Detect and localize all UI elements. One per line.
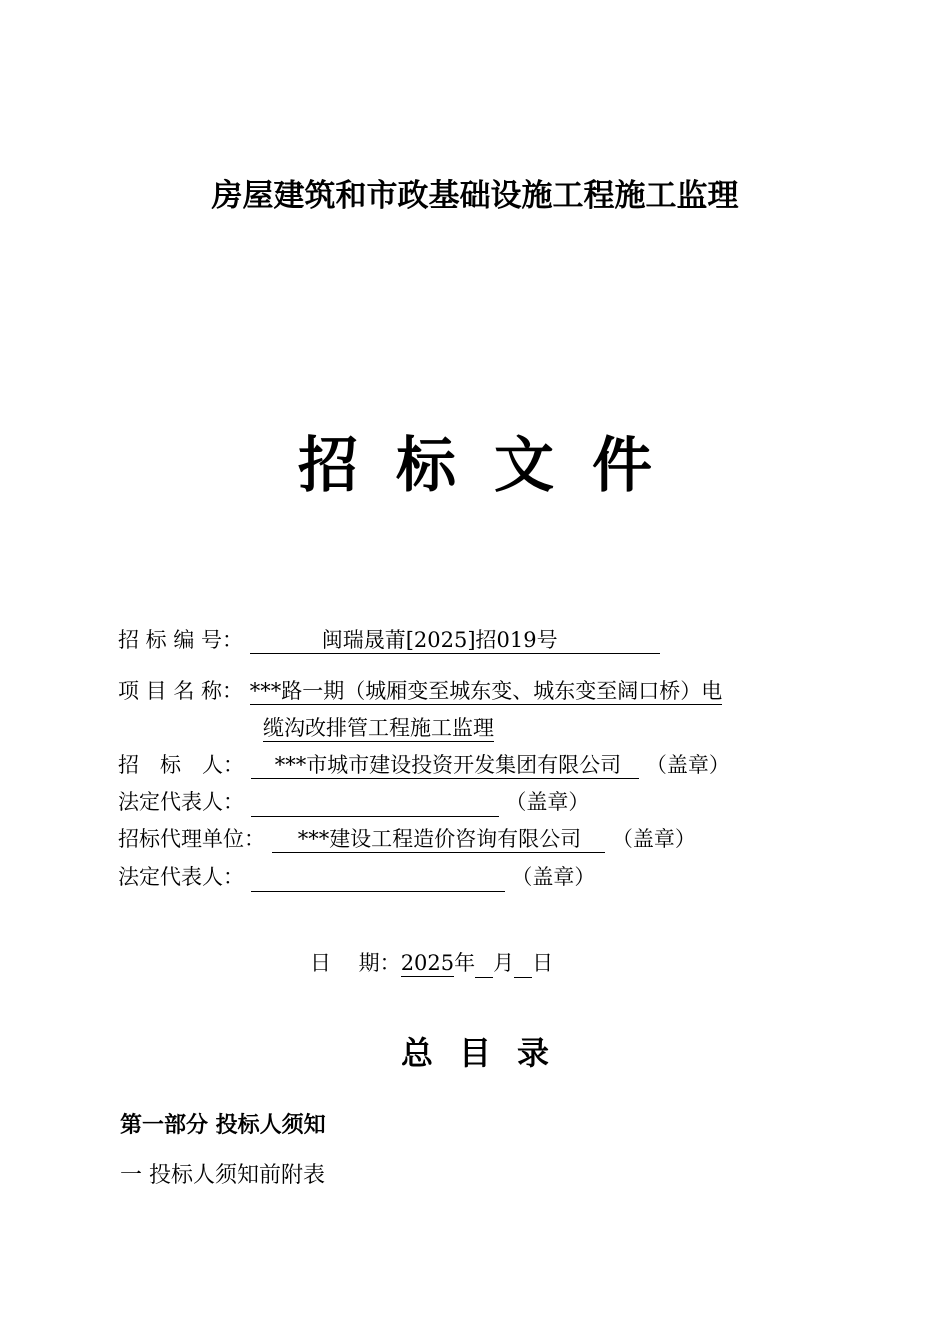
field-legal-rep-1 (118, 787, 589, 817)
project-name-value-line2: 缆沟改排管工程施工监理 (263, 716, 494, 740)
tenderer-value: ***市城市建设投资开发集团有限公司 (251, 752, 640, 779)
field-date (310, 948, 553, 978)
legal-rep-1-label: 法定代表人： (118, 790, 244, 814)
field-project-name (118, 676, 722, 706)
toc-title: 总目录 (400, 1034, 575, 1072)
toc-part-1: 第一部分 投标人须知 (120, 1113, 326, 1138)
date-month-suffix: 月 (493, 951, 515, 975)
project-name-value-line1: ***路一期（城厢变至城东变、城东变至阔口桥）电 (249, 679, 723, 703)
field-project-name-cont (263, 713, 494, 743)
field-bid-no (118, 625, 660, 655)
legal-rep-2-seal: （盖章） (511, 865, 596, 889)
document-title: 招标文件 (298, 431, 690, 501)
legal-rep-1-seal: （盖章） (505, 790, 590, 814)
field-agent (118, 824, 696, 854)
date-month-blank (475, 951, 493, 978)
legal-rep-1-value (251, 790, 499, 817)
agent-seal: （盖章） (611, 827, 696, 851)
field-tenderer (118, 750, 730, 780)
field-legal-rep-2 (118, 862, 595, 892)
date-day-suffix: 日 (532, 951, 554, 975)
agent-label: 招标代理单位： (118, 827, 265, 851)
date-label: 日 期： (310, 951, 401, 975)
legal-rep-2-label: 法定代表人： (118, 865, 244, 889)
toc-item-1: 一 投标人须知前附表 (120, 1163, 325, 1188)
date-day-blank (514, 951, 532, 978)
document-subtitle: 房屋建筑和市政基础设施工程施工监理 (211, 178, 739, 214)
date-year: 2025 (400, 951, 455, 975)
bid-no-value: 闽瑞晟莆[2025]招019号 (250, 627, 660, 654)
agent-value: ***建设工程造价咨询有限公司 (272, 826, 606, 853)
date-year-suffix: 年 (454, 951, 476, 975)
bid-no-label: 招 标 编 号： (118, 628, 244, 652)
project-name-label: 项 目 名 称： (118, 679, 244, 703)
legal-rep-2-value (251, 865, 505, 892)
tenderer-seal: （盖章） (645, 753, 730, 777)
tenderer-label: 招 标 人： (118, 753, 244, 777)
